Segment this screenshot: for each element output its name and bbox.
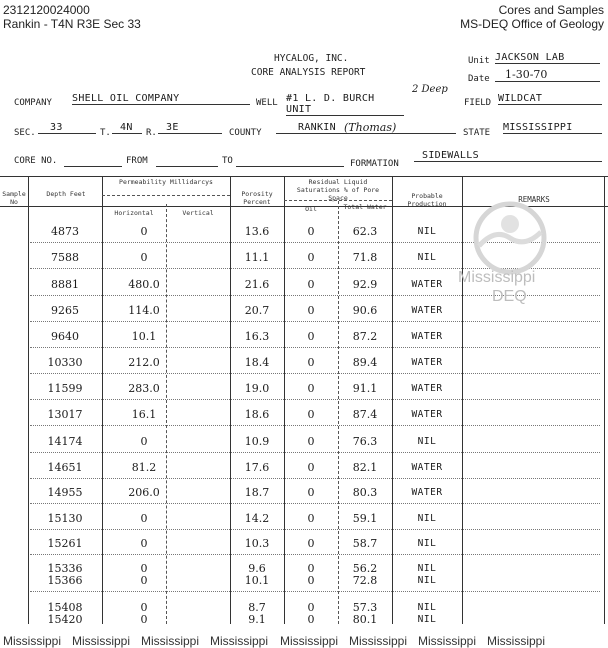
core-no-label: CORE NO. [14, 156, 58, 166]
cell-water: 87.2 [352, 330, 378, 343]
date-value: 1-30-70 [495, 68, 600, 82]
col-divider [28, 176, 29, 624]
well-handwritten-note: 2 Deep [412, 84, 448, 95]
header-vertical: Vertical [182, 209, 214, 217]
watermark-mississippi: Mississippi [458, 269, 536, 286]
cell-horiz: 81.2 [131, 461, 157, 474]
to-label: TO [222, 156, 233, 166]
header-porosity: Porosity Percent [241, 190, 273, 206]
cell-water: 58.7 [352, 537, 378, 550]
from-field [156, 166, 218, 167]
row-rule [30, 373, 600, 375]
cell-prod: WATER [411, 357, 443, 368]
footer-mississippi: Mississippi [141, 634, 200, 648]
cell-water: 57.3 [352, 601, 378, 614]
cell-poro: 18.4 [244, 356, 270, 369]
header-total-water: Total Water [343, 203, 387, 211]
cell-oil: 0 [307, 408, 315, 421]
cell-water: 80.1 [352, 613, 378, 626]
company-label: COMPANY [14, 98, 52, 108]
footer-mississippi: Mississippi [418, 634, 477, 648]
cell-oil: 0 [307, 225, 315, 238]
cell-depth: 15130 [47, 512, 83, 525]
cell-prod: NIL [417, 513, 437, 524]
cell-poro: 19.0 [244, 382, 270, 395]
header-probable-production: Probable Production [407, 192, 447, 208]
deq-logo-icon [455, 198, 565, 278]
col-divider [338, 201, 339, 624]
cell-depth: 8881 [51, 278, 79, 291]
cell-poro: 10.3 [244, 537, 270, 550]
from-label: FROM [126, 156, 148, 166]
header-depth: Depth Feet [46, 190, 86, 198]
cell-depth: 9265 [51, 304, 79, 317]
sec-value: 33 [38, 122, 96, 134]
t-value: 4N [112, 122, 142, 134]
core-no-field [64, 166, 122, 167]
cell-prod: NIL [417, 614, 437, 625]
cell-water: 87.4 [352, 408, 378, 421]
field-value: WILDCAT [498, 93, 602, 105]
cell-prod: NIL [417, 563, 437, 574]
to-field [236, 166, 344, 167]
cell-oil: 0 [307, 435, 315, 448]
cell-water: 91.1 [352, 382, 378, 395]
report-title: CORE ANALYSIS REPORT [251, 67, 366, 78]
agency-label: MS-DEQ Office of Geology [460, 17, 604, 31]
row-rule [30, 425, 600, 427]
cell-prod: NIL [417, 602, 437, 613]
cell-prod: NIL [417, 252, 437, 263]
header-horizontal: Horizontal [114, 209, 154, 217]
cell-horiz: 206.0 [128, 486, 160, 499]
cell-water: 92.9 [352, 278, 378, 291]
cell-oil: 0 [307, 356, 315, 369]
header-saturation: Residual Liquid Saturations % of Pore Space [296, 178, 380, 202]
row-rule [30, 503, 600, 505]
location-label: Rankin - T4N R3E Sec 33 [3, 17, 141, 31]
cell-depth: 14174 [47, 435, 83, 448]
cell-horiz: 10.1 [131, 330, 157, 343]
header-permeability: Permeability Millidarcys [119, 178, 213, 186]
cell-poro: 16.3 [244, 330, 270, 343]
county-value: RANKIN [276, 122, 456, 134]
cell-oil: 0 [307, 613, 315, 626]
cell-prod: WATER [411, 409, 443, 420]
cell-poro: 13.6 [244, 225, 270, 238]
cell-poro: 21.6 [244, 278, 270, 291]
perm-subheader-line [102, 195, 230, 196]
cell-water: 82.1 [352, 461, 378, 474]
cell-water: 80.3 [352, 486, 378, 499]
cell-horiz: 0 [140, 601, 148, 614]
county-handwritten-note: (Thomas) [344, 121, 397, 134]
cell-depth: 9640 [51, 330, 79, 343]
cell-poro: 8.7 [248, 601, 266, 614]
cell-water: 72.8 [352, 574, 378, 587]
footer-mississippi: Mississippi [280, 634, 339, 648]
row-rule [30, 529, 600, 531]
state-label: STATE [463, 128, 491, 138]
cell-horiz: 0 [140, 435, 148, 448]
state-value: MISSISSIPPI [503, 122, 602, 134]
cell-depth: 15366 [47, 574, 83, 587]
document-id: 2312120024000 [3, 3, 90, 17]
table-top-border [0, 176, 608, 177]
cell-prod: NIL [417, 575, 437, 586]
cell-poro: 18.7 [244, 486, 270, 499]
cell-oil: 0 [307, 486, 315, 499]
row-rule [30, 478, 600, 480]
cell-water: 59.1 [352, 512, 378, 525]
row-rule [30, 399, 600, 401]
cell-poro: 9.1 [248, 613, 266, 626]
cell-prod: WATER [411, 487, 443, 498]
footer-mississippi: Mississippi [487, 634, 546, 648]
cell-oil: 0 [307, 562, 315, 575]
cell-prod: WATER [411, 279, 443, 290]
cell-poro: 9.6 [248, 562, 266, 575]
cell-horiz: 283.0 [128, 382, 160, 395]
cell-horiz: 0 [140, 225, 148, 238]
cell-horiz: 114.0 [128, 304, 160, 317]
company-value: SHELL OIL COMPANY [72, 93, 250, 105]
field-label: FIELD [464, 98, 492, 108]
cell-poro: 11.1 [244, 251, 270, 264]
cell-poro: 14.2 [244, 512, 270, 525]
category-label: Cores and Samples [498, 3, 604, 17]
well-label: WELL [256, 98, 278, 108]
t-label: T. [100, 128, 111, 138]
col-divider [604, 176, 605, 624]
footer-mississippi: Mississippi [3, 634, 62, 648]
formation-label: FORMATION [350, 159, 399, 169]
cell-water: 71.8 [352, 251, 378, 264]
cell-depth: 15420 [47, 613, 83, 626]
cell-prod: WATER [411, 462, 443, 473]
cell-oil: 0 [307, 382, 315, 395]
row-rule [30, 591, 600, 593]
cell-depth: 15408 [47, 601, 83, 614]
cell-oil: 0 [307, 537, 315, 550]
row-rule [30, 347, 600, 349]
header-oil: Oil [305, 205, 317, 213]
cell-water: 76.3 [352, 435, 378, 448]
cell-prod: WATER [411, 305, 443, 316]
cell-poro: 20.7 [244, 304, 270, 317]
unit-value: JACKSON LAB [495, 52, 600, 64]
date-label: Date [468, 74, 490, 84]
formation-value: SIDEWALLS [414, 150, 602, 162]
cell-prod: NIL [417, 226, 437, 237]
cell-oil: 0 [307, 330, 315, 343]
cell-prod: NIL [417, 436, 437, 447]
cell-horiz: 212.0 [128, 356, 160, 369]
cell-horiz: 0 [140, 613, 148, 626]
cell-depth: 7588 [51, 251, 79, 264]
well-value: #1 L. D. BURCH UNIT [286, 93, 404, 116]
cell-horiz: 0 [140, 251, 148, 264]
cell-water: 89.4 [352, 356, 378, 369]
cell-depth: 4873 [51, 225, 79, 238]
cell-depth: 15336 [47, 562, 83, 575]
cell-oil: 0 [307, 601, 315, 614]
cell-horiz: 480.0 [128, 278, 160, 291]
footer-mississippi: Mississippi [349, 634, 408, 648]
county-label: COUNTY [229, 128, 262, 138]
row-rule [30, 452, 600, 454]
cell-horiz: 0 [140, 512, 148, 525]
cell-oil: 0 [307, 278, 315, 291]
header-remarks: REMARKS [518, 195, 550, 204]
cell-depth: 11599 [47, 382, 83, 395]
cell-horiz: 0 [140, 574, 148, 587]
footer-mississippi: Mississippi [210, 634, 269, 648]
cell-oil: 0 [307, 251, 315, 264]
lab-company-name: HYCALOG, INC. [274, 53, 349, 64]
footer-mississippi: Mississippi [72, 634, 131, 648]
cell-horiz: 0 [140, 562, 148, 575]
cell-depth: 14955 [47, 486, 83, 499]
header-sample: Sample No [2, 190, 26, 206]
cell-poro: 10.9 [244, 435, 270, 448]
cell-oil: 0 [307, 461, 315, 474]
unit-label: Unit [468, 56, 490, 66]
cell-water: 90.6 [352, 304, 378, 317]
r-value: 3E [158, 122, 222, 134]
cell-depth: 13017 [47, 408, 83, 421]
cell-prod: WATER [411, 383, 443, 394]
cell-horiz: 16.1 [131, 408, 157, 421]
cell-water: 62.3 [352, 225, 378, 238]
watermark-deq: DEQ [492, 288, 527, 305]
cell-horiz: 0 [140, 537, 148, 550]
cell-poro: 10.1 [244, 574, 270, 587]
cell-prod: WATER [411, 331, 443, 342]
row-rule [30, 554, 600, 556]
cell-oil: 0 [307, 512, 315, 525]
cell-poro: 17.6 [244, 461, 270, 474]
cell-depth: 15261 [47, 537, 83, 550]
cell-oil: 0 [307, 304, 315, 317]
cell-oil: 0 [307, 574, 315, 587]
cell-prod: NIL [417, 538, 437, 549]
cell-water: 56.2 [352, 562, 378, 575]
row-rule [30, 321, 600, 323]
sec-label: SEC. [14, 128, 36, 138]
r-label: R. [146, 128, 157, 138]
cell-poro: 18.6 [244, 408, 270, 421]
cell-depth: 10330 [47, 356, 83, 369]
cell-depth: 14651 [47, 461, 83, 474]
